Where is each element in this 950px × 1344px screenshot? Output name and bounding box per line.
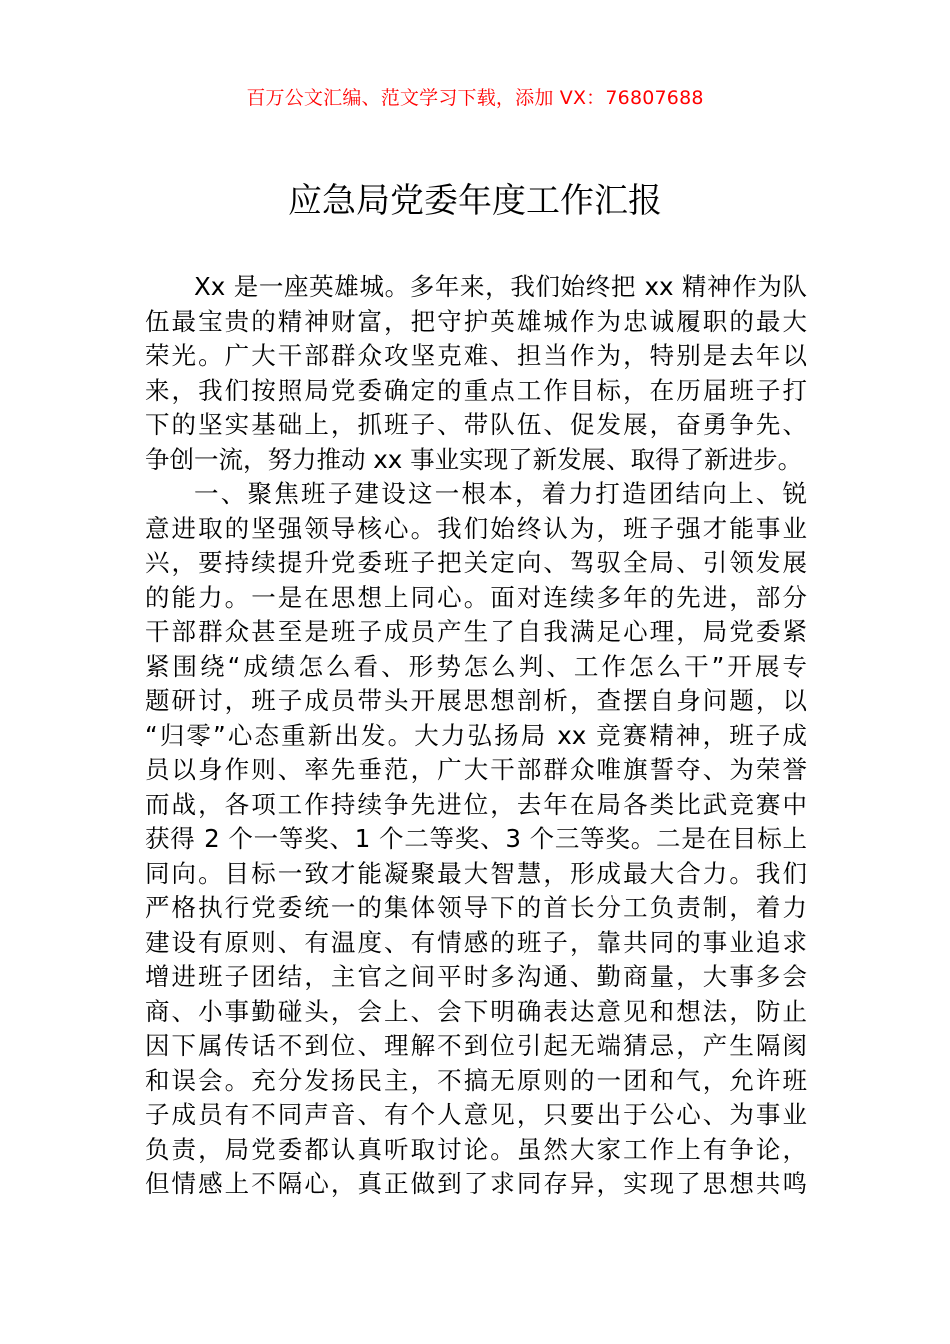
- text-line: 意进取的坚强领导核心。我们始终认为，班子强才能事业: [145, 513, 807, 543]
- header-note: 百万公文汇编、范文学习下载，添加 VX：76807688: [246, 87, 704, 109]
- text-line: 同向。目标一致才能凝聚最大智慧，形成最大合力。我们: [145, 858, 807, 888]
- text-line: 兴，要持续提升党委班子把关定向、驾驭全局、引领发展: [145, 548, 807, 577]
- document-title: 应急局党委年度工作汇报: [288, 181, 662, 221]
- text-line: 员以身作则、率先垂范，广大干部群众唯旗誓夺、为荣誉: [145, 755, 807, 784]
- text-line: 建设有原则、有温度、有情感的班子，靠共同的事业追求: [145, 927, 807, 957]
- text-line: Xx 是一座英雄城。多年来，我们始终把 xx 精神作为队: [194, 272, 807, 301]
- text-line: 一、聚焦班子建设这一根本，着力打造团结向上、锐: [194, 479, 807, 508]
- text-line: 商、小事勤碰头，会上、会下明确表达意见和想法，防止: [145, 996, 807, 1026]
- text-line: 和误会。充分发扬民主，不搞无原则的一团和气，允许班: [145, 1065, 807, 1095]
- text-line: 荣光。广大干部群众攻坚克难、担当作为，特别是去年以: [145, 341, 807, 370]
- text-line: 下的坚实基础上，抓班子、带队伍、促发展，奋勇争先、: [145, 410, 807, 439]
- document-body: [145, 270, 807, 1202]
- text-line: 增进班子团结，主官之间平时多沟通、勤商量，大事多会: [145, 962, 807, 991]
- text-line: 干部群众甚至是班子成员产生了自我满足心理，局党委紧: [145, 617, 807, 646]
- text-line: 而战，各项工作持续争先进位，去年在局各类比武竞赛中: [145, 789, 807, 819]
- text-line: 但情感上不隔心，真正做到了求同存异，实现了思想共鸣: [145, 1169, 807, 1198]
- text-line: 子成员有不同声音、有个人意见，只要出于公心、为事业: [145, 1100, 807, 1129]
- text-line: 题研讨，班子成员带头开展思想剖析，查摆自身问题，以: [145, 686, 807, 715]
- paragraph: [145, 477, 807, 1202]
- text-line: 获得 2 个一等奖、1 个二等奖、3 个三等奖。二是在目标上: [145, 824, 807, 853]
- text-line: 负责，局党委都认真听取讨论。虽然大家工作上有争论，: [145, 1134, 807, 1164]
- text-line: “归零”心态重新出发。大力弘扬局 xx 竞赛精神，班子成: [145, 720, 807, 750]
- text-line: 严格执行党委统一的集体领导下的首长分工负责制，着力: [145, 893, 807, 922]
- text-line: 争创一流，努力推动 xx 事业实现了新发展、取得了新进步。: [145, 444, 803, 474]
- paragraph: [145, 270, 807, 477]
- text-line: 的能力。一是在思想上同心。面对连续多年的先进，部分: [145, 582, 807, 612]
- text-line: 因下属传话不到位、理解不到位引起无端猜忌，产生隔阂: [145, 1031, 807, 1060]
- text-line: 伍最宝贵的精神财富，把守护英雄城作为忠诚履职的最大: [145, 306, 807, 336]
- text-line: 来，我们按照局党委确定的重点工作目标，在历届班子打: [145, 375, 807, 405]
- text-line: 紧围绕“成绩怎么看、形势怎么判、工作怎么干”开展专: [145, 651, 807, 681]
